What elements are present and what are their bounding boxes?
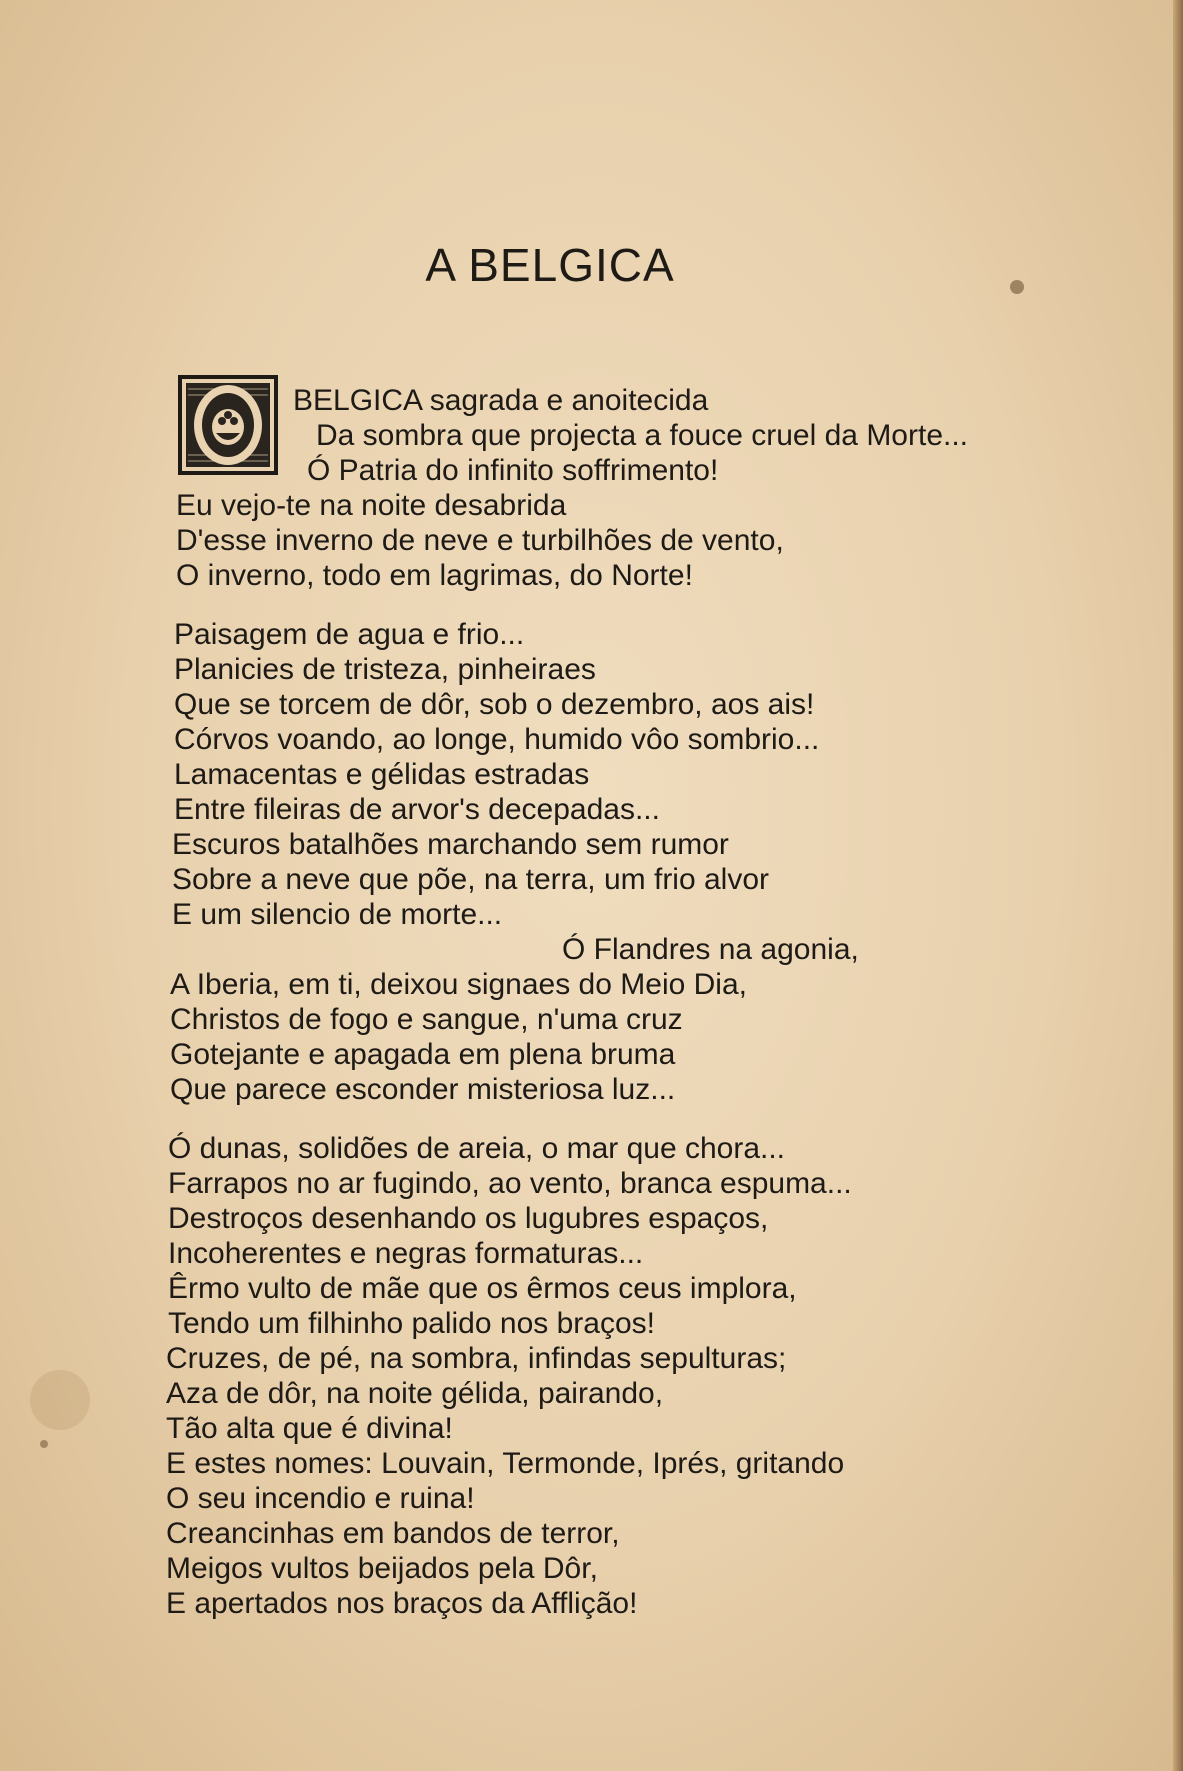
poem-line: A Iberia, em ti, deixou signaes do Meio Dia, bbox=[170, 968, 747, 1001]
poem-line: Destroços desenhando os lugubres espaços, bbox=[168, 1202, 769, 1235]
poem-line: Aza de dôr, na noite gélida, pairando, bbox=[166, 1377, 664, 1410]
paper-speck bbox=[40, 1440, 48, 1448]
poem-line: E apertados nos braços da Afflição! bbox=[166, 1587, 638, 1620]
ornamental-dropcap bbox=[178, 375, 278, 475]
poem-line: E estes nomes: Louvain, Termonde, Iprés, gritando bbox=[166, 1447, 845, 1480]
poem-line: Que parece esconder misteriosa luz... bbox=[170, 1073, 676, 1106]
poem-line: Da sombra que projecta a fouce cruel da Morte... bbox=[316, 419, 969, 452]
poem-line: O inverno, todo em lagrimas, do Norte! bbox=[176, 559, 693, 592]
poem-line: Córvos voando, ao longe, humido vôo sombrio... bbox=[174, 723, 820, 756]
poem-line: Cruzes, de pé, na sombra, infindas sepulturas; bbox=[166, 1342, 787, 1375]
poem-line: Meigos vultos beijados pela Dôr, bbox=[166, 1552, 598, 1585]
poem-line: Creancinhas em bandos de terror, bbox=[166, 1517, 620, 1550]
poem-line: Eu vejo-te na noite desabrida bbox=[176, 489, 567, 522]
page-edge bbox=[1173, 0, 1183, 1771]
poem-line: Ó dunas, solidões de areia, o mar que chora... bbox=[168, 1132, 786, 1165]
poem-line: Entre fileiras de arvor's decepadas... bbox=[174, 793, 660, 826]
poem-line: Farrapos no ar fugindo, ao vento, branca espuma... bbox=[168, 1167, 852, 1200]
poem-line: Tão alta que é divina! bbox=[166, 1412, 453, 1445]
poem-line: Lamacentas e gélidas estradas bbox=[174, 758, 590, 791]
poem-line: Ó Flandres na agonia, bbox=[562, 933, 859, 966]
poem-line: Gotejante e apagada em plena bruma bbox=[170, 1038, 676, 1071]
poem-title: A BELGICA bbox=[425, 239, 675, 291]
poem-line: Escuros batalhões marchando sem rumor bbox=[172, 828, 729, 861]
poem-line: Sobre a neve que põe, na terra, um frio alvor bbox=[172, 863, 770, 896]
poem-line: BELGICA sagrada e anoitecida bbox=[293, 384, 709, 417]
paper-stain bbox=[30, 1370, 90, 1430]
poem-line: O seu incendio e ruina! bbox=[166, 1482, 475, 1515]
poem-line: Tendo um filhinho palido nos braços! bbox=[168, 1307, 655, 1340]
poem-line: Christos de fogo e sangue, n'uma cruz bbox=[170, 1003, 683, 1036]
poem-line: E um silencio de morte... bbox=[172, 898, 503, 931]
poem-line: Paisagem de agua e frio... bbox=[174, 618, 525, 651]
poem-line: Planicies de tristeza, pinheiraes bbox=[174, 653, 596, 686]
poem-line: Êrmo vulto de mãe que os êrmos ceus implora, bbox=[168, 1272, 797, 1305]
poem-line: Que se torcem de dôr, sob o dezembro, aos ais! bbox=[174, 688, 815, 721]
poem-line: Incoherentes e negras formaturas... bbox=[168, 1237, 644, 1270]
poem-line: Ó Patria do infinito soffrimento! bbox=[307, 454, 719, 487]
poem-line: D'esse inverno de neve e turbilhões de vento, bbox=[176, 524, 784, 557]
